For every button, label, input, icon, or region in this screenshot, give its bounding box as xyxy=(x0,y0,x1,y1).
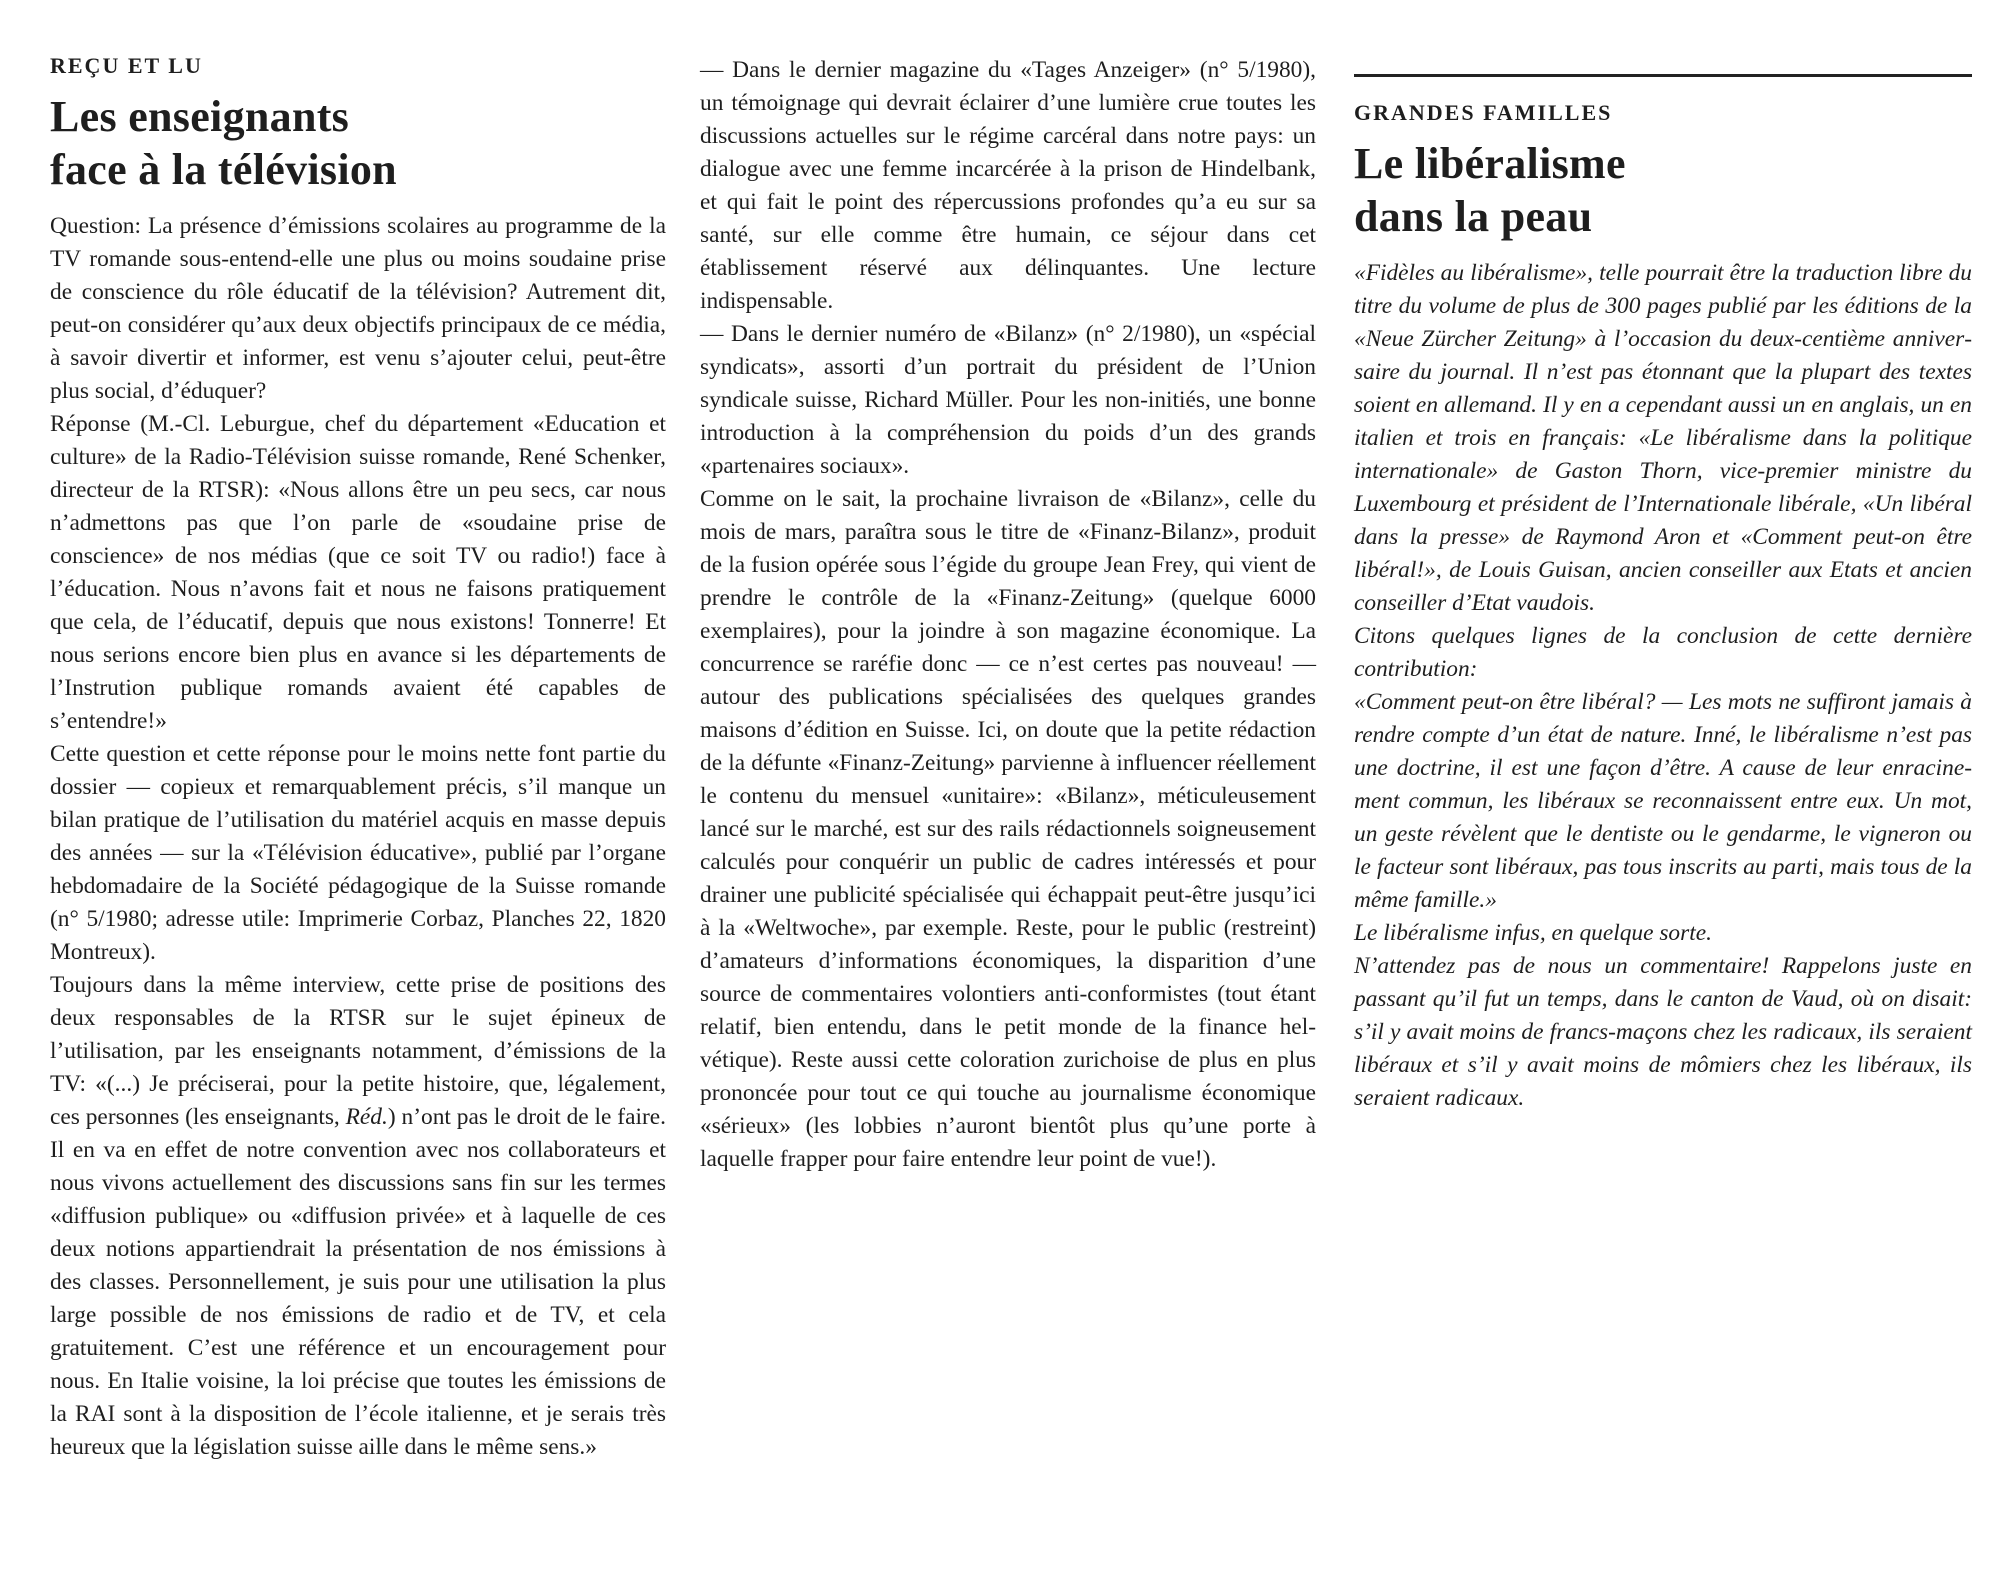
paragraph-interview-text-b: ) n’ont pas le droit de le faire. Il en va en effet de notre convention avec nos collaborateurs et nous vivons actuellement des discussions sans fin sur les termes «diffusion publique» ou «diffusion privée» et à laquelle de ces deux notions appartiendrait la présentation de nos émissions à des classes. Personnellement, je suis pour une utilisation la plus large possible de nos émissions de radio et de TV, et cela gratuitement. C’est une référence et un encouragement pour nous. En Italie voisine, la loi précise que toutes les émissions de la RAI sont à la disposition de l’école italienne, et je serais très heureux que la législation suisse aille dans le même sens.» xyxy=(50,1104,666,1460)
paragraph-citation: «Comment peut-on être libéral? — Les mots ne suffiront jamais à rendre compte d’un état de nature. Inné, le libéralisme n’est pas une doctrine, il est une façon d’être. A cause de leur enracinement commun, les libéraux se reconnaissent entre eux. Un mot, un geste révèlent que le dentiste ou le gendarme, le vigneron ou le facteur sont libéraux, pas tous inscrits au parti, mais tous de la même famille.» xyxy=(1354,689,1972,913)
paragraph-reponse: Réponse (M.-Cl. Leburgue, chef du département «Education et culture» de la Radio-Télévision suisse romande, René Schenker, directeur de la RTSR): «Nous allons être un peu secs, car nous n’admettons pas que l’on parle de «soudaine prise de conscience» de nos médias (que ce soit TV ou radio!) face à l’éducation. Nous n’avons fait et nous ne faisons pratiquement que cela, de l’éducatif, depuis que nous existons! Tonnerre! Et nous serions encore bien plus en avance si les départements de l’Instrution publique romands avaient été capables de s’entendre!» xyxy=(50,411,666,734)
paragraph-interview-text-a: Toujours dans la même interview, cette prise de positions des deux responsables de la RTSR sur le sujet épineux de l’utilisation, par les enseignants notamment, d’émissions de la TV: «(...) Je préciserai, pour la petite histoire, que, légalement, ces personnes (les enseignants, xyxy=(50,972,666,1130)
headline-2-line-2: dans la peau xyxy=(1354,192,1593,241)
paragraph-finanz-bilanz: Comme on le sait, la prochaine livraison de «Bilanz», celle du mois de mars, paraîtra sous le titre de «Finanz-Bilanz», produit de la fusion opérée sous l’égide du groupe Jean Frey, qui vient de prendre le contrôle de la «Finanz-Zeitung» (quelque 6000 exemplaires), pour la joindre à son magazine économique. La concurrence se raréfie donc — ce n’est certes pas nouveau! — autour des publications spécialisées des quelques grandes maisons d’édition en Suisse. Ici, on doute que la petite rédaction de la défunte «Finanz-Zeitung» parvienne à influencer réellement le contenu du mensuel «unitaire»: «Bilanz», méticuleusement lancé sur le marché, est sur des rails rédactionnels soigneusement calculés pour conquérir un public de cadres intéressés et pour drainer une publicité spécialisée qui échappait peut-être jusqu’ici à la «Weltwoche», par exemple. Reste, pour le public (restreint) d’amateurs d’informations économiques, la disparition d’une source de commentaires volontiers anti-conformistes (tout étant relatif, bien entendu, dans le petit monde de la finance helvétique). Reste aussi cette coloration zurichoise de plus en plus prononcée pour tout ce qui touche au journalisme économique «sérieux» (les lobbies n’auront bientôt plus qu’une porte à laquelle frapper pour faire entendre leur point de vue!). xyxy=(700,486,1316,1172)
paragraph-bilanz: — Dans le dernier numéro de «Bilanz» (n° 2/1980), un «spécial syndicats», assorti d’un portrait du président de l’Union syndicale suisse, Richard Müller. Pour les non-initiés, une bonne introduction à la compréhension du poids d’un des grands «partenaires sociaux». xyxy=(700,321,1316,479)
article-headline xyxy=(50,90,666,196)
editorial-note: Réd. xyxy=(345,1104,388,1130)
section-divider xyxy=(1354,74,1972,77)
column-1 xyxy=(50,54,666,1464)
paragraph-infus: Le libéralisme infus, en quelque sorte. xyxy=(1354,920,1712,946)
paragraph-commentaire: N’attendez pas de nous un commentaire! Rappelons juste en passant qu’il fut un temps, dans le canton de Vaud, où on disait: s’il y avait moins de francs-maçons chez les radicaux, ils seraient libéraux et s’il y avait moins de mômiers chez les libéraux, ils seraient radicaux. xyxy=(1354,953,1972,1111)
column-3 xyxy=(1354,54,1972,1115)
paragraph-interview xyxy=(50,969,666,1464)
paragraph-dossier: Cette question et cette réponse pour le moins nette font partie du dossier — copieux et remarquablement précis, s’il manque un bilan pratique de l’utilisation du matériel acquis en masse depuis des années — sur la «Télévision éducative», publié par l’organe hebdomadaire de la Société pédagogique de la Suisse romande (n° 5/1980; adresse utile: Imprimerie Corbaz, Planches 22, 1820 Montreux). xyxy=(50,741,666,965)
headline-line-1: Les enseignants xyxy=(50,92,350,141)
paragraph-fideles: «Fidèles au libéralisme», telle pourrait être la traduction libre du titre du volume de plus de 300 pages publié par les éditions de la «Neue Zürcher Zeitung» à l’occasion du deux-centième anniversaire du journal. Il n’est pas étonnant que la plupart des textes soient en allemand. Il y en a cependant aussi un en anglais, un en italien et trois en français: «Le libéralisme dans la politique internationale» de Gaston Thorn, vice-premier ministre du Luxembourg et président de l’Internationale libérale, «Un libéral dans la presse» de Raymond Aron et «Comment peut-on être libéral!», de Louis Guisan, ancien conseiller aux Etats et ancien conseiller d’Etat vaudois. xyxy=(1354,260,1972,616)
headline-line-2: face à la télévision xyxy=(50,145,397,194)
paragraph-question: Question: La présence d’émissions scolaires au programme de la TV romande sous-entend-elle une plus ou moins soudaine prise de conscience du rôle éducatif de la télévision? Autrement dit, peut-on considérer qu’aux deux objectifs principaux de ce média, à savoir divertir et informer, est venu s’ajouter celui, peut-être plus social, d’éduquer? xyxy=(50,213,666,404)
section-kicker: REÇU ET LU xyxy=(50,53,203,78)
column-2 xyxy=(700,54,1316,1176)
paragraph-tages-anzeiger: — Dans le dernier magazine du «Tages Anzeiger» (n° 5/1980), un témoignage qui devrait éclairer d’une lumière crue toutes les discussions actuelles sur le régime carcéral dans notre pays: un dialogue avec une femme incarcérée à la prison de Hindelbank, et qui fait le point des répercussions profondes qu’a eu sur sa santé, sur elle comme être humain, ce séjour dans cet établissement réservé aux délinquantes. Une lecture indispensable. xyxy=(700,57,1316,314)
paragraph-citons: Citons quelques lignes de la conclusion de cette dernière contribution: xyxy=(1354,623,1972,682)
article-headline-2 xyxy=(1354,137,1972,243)
headline-2-line-1: Le libéralisme xyxy=(1354,139,1626,188)
section-kicker-2: GRANDES FAMILLES xyxy=(1354,100,1613,125)
